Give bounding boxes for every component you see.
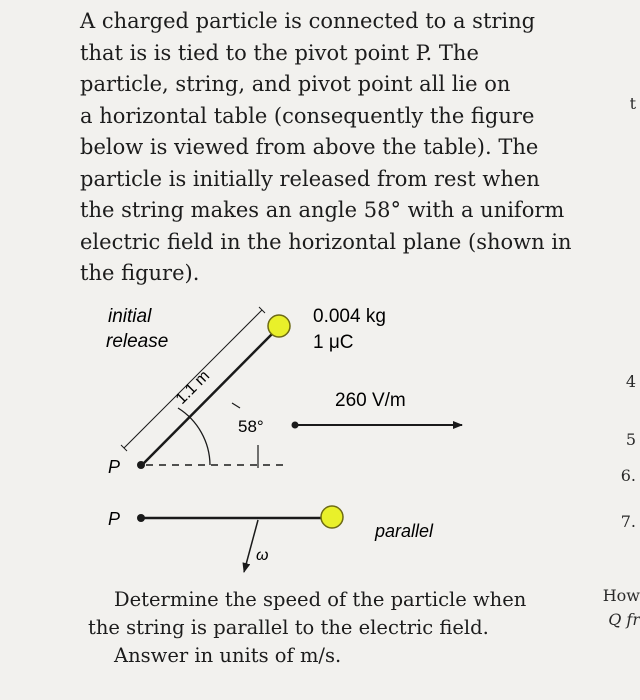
pivot-label-top: P [108,457,121,477]
question-line: the string is parallel to the electric field. [88,616,489,639]
paragraph-line: the figure). [80,261,200,285]
mass-label: 0.004 kg [313,306,386,327]
paragraph-line: a horizontal table (consequently the figure [80,103,535,128]
paragraph-line: the string makes an angle 58° with a uniform [80,198,565,222]
side-number: 4 [625,372,636,391]
omega-label: ω [256,547,269,564]
paragraph-line: below is viewed from above the table). The [80,135,539,159]
parallel-label: parallel [375,521,434,541]
side-number: 6. [620,466,636,485]
problem-paragraph [80,6,585,290]
paragraph-line: particle, string, and pivot point all lie on [80,72,511,96]
angle-label: 58° [238,417,264,436]
initial-label: initial [108,306,152,327]
length-label: 1.1 m [172,367,214,408]
angle-arc [178,408,210,465]
paragraph-line: that is is tied to the pivot point P. The [80,40,479,65]
omega-arrow [244,520,258,572]
paragraph-line: A charged particle is connected to a string [80,9,536,33]
side-fragment: t [629,94,636,113]
pivot-label-bottom: P [108,509,121,529]
physics-figure [0,290,640,590]
angle-tick [232,403,240,408]
particle-initial [268,315,290,337]
particle-final [321,506,343,528]
field-label: 260 V/m [335,390,406,411]
question-text [88,586,558,670]
pivot-point-top [137,461,145,469]
paragraph-line: particle is initially released from rest when [80,166,540,191]
side-fragment: How [602,586,640,605]
charge-label: 1 μC [313,332,354,353]
question-line: Answer in units of m/s. [114,644,342,667]
side-number: 7. [620,512,636,531]
paragraph-line: electric field in the horizontal plane (shown in [80,229,572,254]
question-line: Determine the speed of the particle when [114,588,527,611]
side-fragment: Q fr [608,610,640,629]
side-number: 5 [625,430,636,449]
release-label: release [106,331,169,352]
